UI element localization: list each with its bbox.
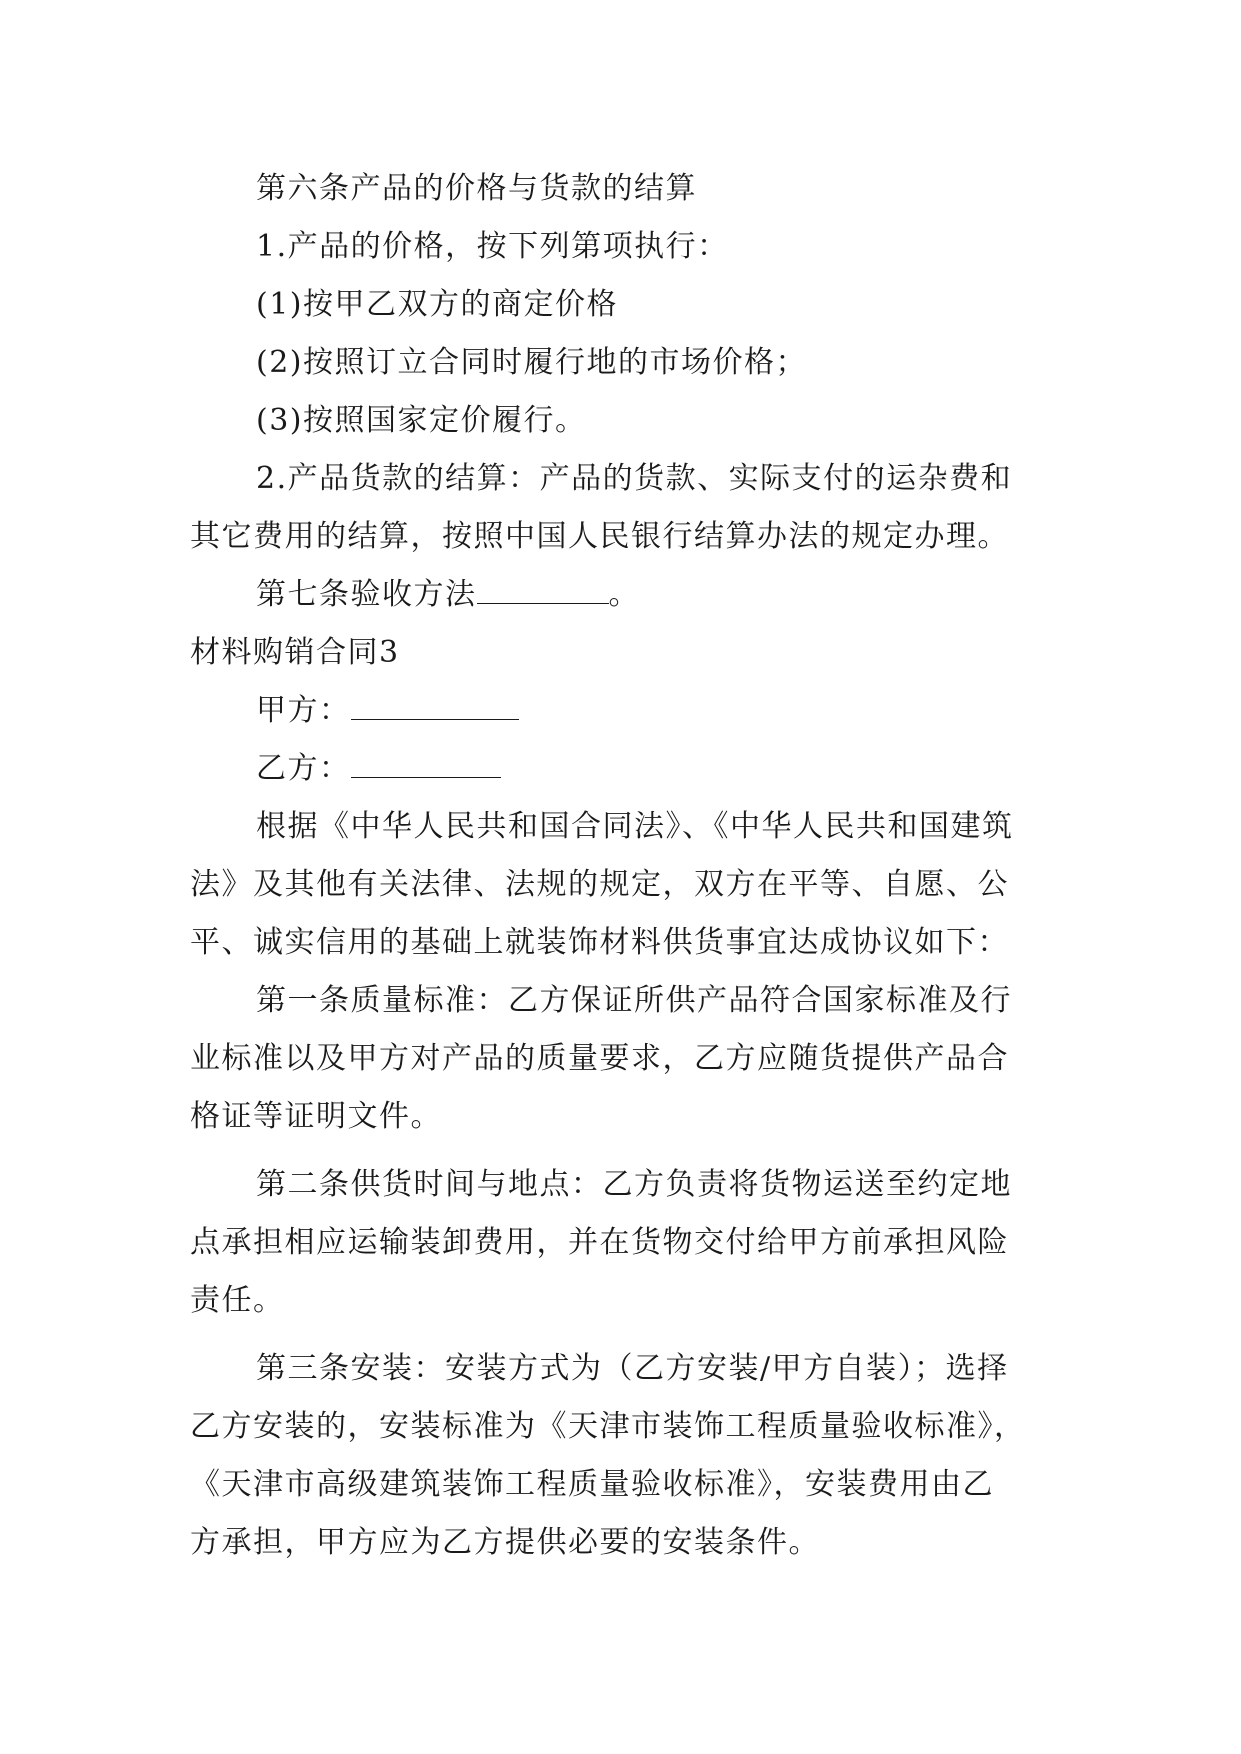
party-b-label: 乙方： [256, 751, 351, 786]
party-b-blank [351, 747, 501, 778]
article-3-line-1: 第三条安装：安装方式为（乙方安装/甲方自装）；选择 [256, 1351, 1009, 1386]
party-a-label: 甲方： [256, 693, 351, 728]
preamble-line-1: 根据《中华人民共和国合同法》、《中华人民共和国建筑 [256, 809, 1014, 844]
article-6-option-1: (1)按甲乙双方的商定价格 [256, 287, 618, 322]
article-6-option-3: (3)按照国家定价履行。 [256, 403, 587, 438]
article-6-option-2: (2)按照订立合同时履行地的市场价格； [256, 345, 807, 380]
article-1-line-2: 业标准以及甲方对产品的质量要求，乙方应随货提供产品合 [190, 1041, 1009, 1076]
party-a-blank [351, 689, 519, 720]
article-3-line-2: 乙方安装的，安装标准为《天津市装饰工程质量验收标准》， [190, 1409, 1026, 1444]
document-page [190, 160, 1090, 1572]
article-2-line-3: 责任。 [190, 1283, 285, 1318]
article-1-line-3: 格证等证明文件。 [190, 1099, 442, 1134]
article-6-item-2-line-2: 其它费用的结算，按照中国人民银行结算办法的规定办理。 [190, 519, 1009, 554]
article-7 [190, 566, 1090, 624]
party-a-line [190, 682, 1090, 740]
article-2-line-2: 点承担相应运输装卸费用，并在货物交付给甲方前承担风险 [190, 1225, 1009, 1260]
contract-3-title: 材料购销合同3 [190, 635, 400, 670]
preamble-line-3: 平、诚实信用的基础上就装饰材料供货事宜达成协议如下： [190, 925, 1009, 960]
article-6-title: 第六条产品的价格与货款的结算 [256, 171, 697, 206]
article-6-item-2-line-1: 2.产品货款的结算：产品的货款、实际支付的运杂费和 [256, 461, 1013, 496]
article-7-blank [477, 573, 609, 604]
article-3-line-3: 《天津市高级建筑装饰工程质量验收标准》，安装费用由乙 [190, 1467, 994, 1502]
article-1-line-1: 第一条质量标准：乙方保证所供产品符合国家标准及行 [256, 983, 1012, 1018]
party-b-line [190, 740, 1090, 798]
article-2-line-1: 第二条供货时间与地点：乙方负责将货物运送至约定地 [256, 1167, 1012, 1202]
article-7-period: 。 [608, 577, 640, 612]
article-7-label: 第七条验收方法 [256, 577, 477, 612]
preamble-line-2: 法》及其他有关法律、法规的规定，双方在平等、自愿、公 [190, 867, 1009, 902]
article-3-line-4: 方承担，甲方应为乙方提供必要的安装条件。 [190, 1525, 820, 1560]
article-6-item-1: 1.产品的价格，按下列第项执行： [256, 229, 729, 264]
